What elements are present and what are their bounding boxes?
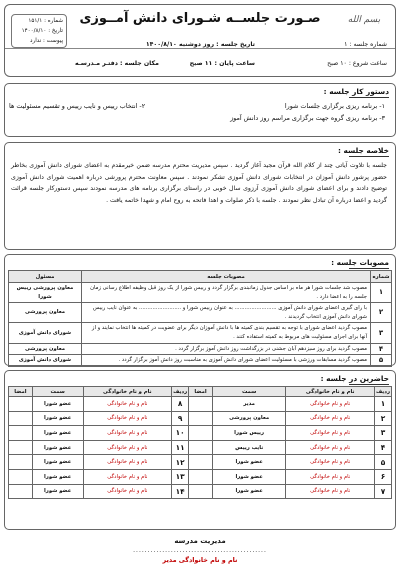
attendee-name: نام و نام خانوادگی: [83, 397, 172, 412]
letter-number: شماره : ۱۵۱/۱: [28, 18, 63, 24]
attendee-signature: [9, 397, 33, 412]
attendee-role: عضو شورا: [32, 469, 83, 484]
attendee-role: عضو شورا: [32, 440, 83, 455]
attendee-name: نام و نام خانوادگی: [286, 440, 375, 455]
attendee-row-number: ۱۰: [172, 426, 189, 441]
attendee-row: [9, 397, 392, 412]
attendee-row: [9, 411, 392, 426]
decisions-section: [4, 254, 396, 366]
attendee-signature: [9, 426, 33, 441]
attendee-row-number: ۴: [375, 440, 392, 455]
header-frame: [4, 4, 396, 77]
attendee-row-number: ۵: [375, 455, 392, 470]
attendee-signature: [9, 455, 33, 470]
summary-text: جلسه با تلاوت آیاتی چند از کلام الله قرآن مجید آغاز گردید . سپس مدیریت محترم مدرسه ضمن خیرمقدم به اعضای شورای دانش آموزی بخاطر حضور پرشور دانش آموزان در انتخابات شورای دانش آموزی تشکر نمودند . سپس معاونت محترم پرورشی درباره اهمیت شورای دانش آموزی توضیح دادند و برای اعضای شورای دانش آموزی آرزوی سال خوبی در راستای برگزاری برنامه های مدرسه نمودند سپس دستورکار جلسه قرائت گردید و اعضا درباره آن تبادل نظر نمودند . جلسه با ذکر صلوات و اهدا فاتحه به روح امام و شهدا خاتمه یافت .: [11, 162, 387, 204]
attendee-role: عضو شورا: [32, 411, 83, 426]
attendee-name: نام و نام خانوادگی: [286, 426, 375, 441]
start-time: ساعت شروع : ۱۰ صبح: [327, 60, 387, 67]
col-name: نام و نام خانوادگی: [83, 387, 172, 397]
decision-row: ۳ مصوب گردید اعضای شورای با توجه به تقسیم بندی کمیته ها با دانش آموزان دیگر برای عضویت در کمیته ها انتخاب نمایند و از آنها برای اجرای مسئولیت های مربوط به کمیته استفاده کنند . شورای دانش آموزی: [9, 323, 392, 343]
agenda-section: [4, 83, 396, 137]
decisions-title: مصوبات جلسه :: [5, 255, 395, 270]
col-role: سمت: [212, 387, 285, 397]
attendee-row-number: ۱۱: [172, 440, 189, 455]
attendee-signature: [189, 397, 213, 412]
decision-row: ۴ مصوب گردید برای روز سیزدهم آبان جشنی در بزرگداشت روز دانش آموز برگزار گردد . معاون پرورشی: [9, 343, 392, 355]
decision-row: ۵ مصوب گردید مسابقات ورزشی با مسئولیت اعضای شورای دانش آموزی به مناسبت روز دانش آموز برگزار گردد . شورای دانش آموزی: [9, 355, 392, 367]
agenda-item-3: ۳- برنامه ریزی گروه جهت برگزاری مراسم روز دانش آموز: [230, 114, 385, 122]
attendee-name: نام و نام خانوادگی: [83, 469, 172, 484]
col-row: ردیف: [375, 388, 391, 395]
attendee-signature: [189, 411, 213, 426]
document-page: [4, 4, 396, 569]
col-row: ردیف: [173, 388, 188, 395]
decisions-table: [8, 270, 392, 367]
attendee-role: معاون پرورشی: [212, 411, 285, 426]
attendee-row-number: ۱: [375, 397, 392, 412]
attendee-name: نام و نام خانوادگی: [83, 426, 172, 441]
attendee-row: [9, 440, 392, 455]
attendee-row-number: ۱۲: [172, 455, 189, 470]
attendee-name: نام و نام خانوادگی: [286, 469, 375, 484]
header-divider: [5, 48, 395, 49]
summary-section: [4, 142, 396, 250]
school-logo: بسم الله: [347, 15, 381, 25]
col-responsible: مسئول: [9, 271, 82, 283]
attendee-signature: [189, 426, 213, 441]
col-role: سمت: [32, 387, 83, 397]
number-box: [11, 14, 67, 48]
attendee-name: نام و نام خانوادگی: [83, 411, 172, 426]
attendee-role: عضو شورا: [32, 484, 83, 499]
meeting-number: شماره جلسه : ۱: [344, 41, 387, 48]
meeting-date: تاریخ جلسه : روز دوشنبه ۱۴۰۰/۸/۱۰: [145, 41, 255, 48]
attendee-row-number: ۷: [375, 484, 392, 499]
attendee-role: عضو شورا: [32, 455, 83, 470]
attendee-signature: [9, 484, 33, 499]
attendee-role: رییس شورا: [212, 426, 285, 441]
attendees-section: [4, 370, 396, 530]
attendee-role: عضو شورا: [32, 426, 83, 441]
attendee-name: نام و نام خانوادگی: [286, 455, 375, 470]
attendee-row: [9, 426, 392, 441]
attendee-name: نام و نام خانوادگی: [286, 484, 375, 499]
attendee-signature: [9, 411, 33, 426]
attendees-title: حاضرین در جلسه :: [5, 371, 395, 386]
agenda-list: [5, 98, 395, 124]
attendee-row-number: ۶: [375, 469, 392, 484]
attendee-row-number: ۲: [375, 411, 392, 426]
letter-attachment: پیوست : ندارد: [30, 38, 63, 44]
page-title: صـورت جلســه شـورای دانش آمــوزی: [79, 11, 321, 26]
col-number: شماره: [371, 271, 392, 283]
attendees-table: [8, 386, 392, 499]
attendee-row-number: ۸: [172, 397, 189, 412]
attendee-row-number: ۱۴: [172, 484, 189, 499]
meeting-location: مکان جلسه : دفتـر مـدرسـه: [75, 60, 159, 67]
attendee-row-number: ۹: [172, 411, 189, 426]
signature-name: نام و نام خانوادگی مدیر: [162, 556, 238, 564]
attendee-name: نام و نام خانوادگی: [286, 397, 375, 412]
attendee-name: نام و نام خانوادگی: [83, 440, 172, 455]
decision-row: ۱ مصوب شد جلسات شورا هر ماه بر اساس جدول زمانبندی برگزار گردد و رییس شورا از یک روز قبل وظیفه اطلاع رسانی زمان جلسه را به اعضا دارد . معاون پرورشی رییس شورا: [9, 283, 392, 303]
attendee-name: نام و نام خانوادگی: [286, 411, 375, 426]
attendee-signature: [189, 455, 213, 470]
col-sign: امضا: [9, 387, 33, 397]
attendees-body: [9, 397, 392, 499]
attendee-name: نام و نام خانوادگی: [83, 455, 172, 470]
attendee-row: [9, 484, 392, 499]
col-sign: امضا: [189, 387, 213, 397]
attendee-role: عضو شورا: [212, 484, 285, 499]
col-name: نام و نام خانوادگی: [286, 387, 375, 397]
agenda-title: دستور کار جلسه :: [5, 84, 395, 98]
attendee-role: نایب رییس: [212, 440, 285, 455]
attendee-role: مدیر: [212, 397, 285, 412]
attendee-row-number: ۱۳: [172, 469, 189, 484]
attendee-role: عضو شورا: [32, 397, 83, 412]
attendee-signature: [189, 484, 213, 499]
attendee-row-number: ۳: [375, 426, 392, 441]
agenda-item-1: ۱- برنامه ریزی برگزاری جلسات شورا: [284, 102, 385, 110]
attendee-signature: [189, 440, 213, 455]
end-time: ساعت پایان : ۱۱ صبح: [189, 60, 255, 67]
attendee-signature: [9, 440, 33, 455]
decision-row: ۲ با رای گیری اعضای شورای دانش آموزی ......................... به عنوان رییس شورا و ......................... به عنوان نایب رییس شورای دانش آموزی انتخاب گردیدند . معاون پرورشی: [9, 303, 392, 323]
letter-date: تاریخ : ۱۴۰۰/۸/۱۰: [21, 28, 63, 34]
attendee-name: نام و نام خانوادگی: [83, 484, 172, 499]
col-decision: مصوبات جلسه: [82, 271, 371, 283]
attendee-role: عضو شورا: [212, 469, 285, 484]
signature-line: ..............................................: [133, 547, 267, 554]
attendee-row: [9, 469, 392, 484]
attendee-signature: [9, 469, 33, 484]
attendee-role: عضو شورا: [212, 455, 285, 470]
attendee-signature: [189, 469, 213, 484]
attendee-row: [9, 455, 392, 470]
summary-title: خلاصه جلسه :: [5, 143, 395, 157]
signature-title: مدیریت مدرسه: [174, 537, 226, 545]
agenda-item-2: ۲- انتخاب رییس و نایب رییس و تقسیم مسئولیت ها: [9, 102, 146, 110]
